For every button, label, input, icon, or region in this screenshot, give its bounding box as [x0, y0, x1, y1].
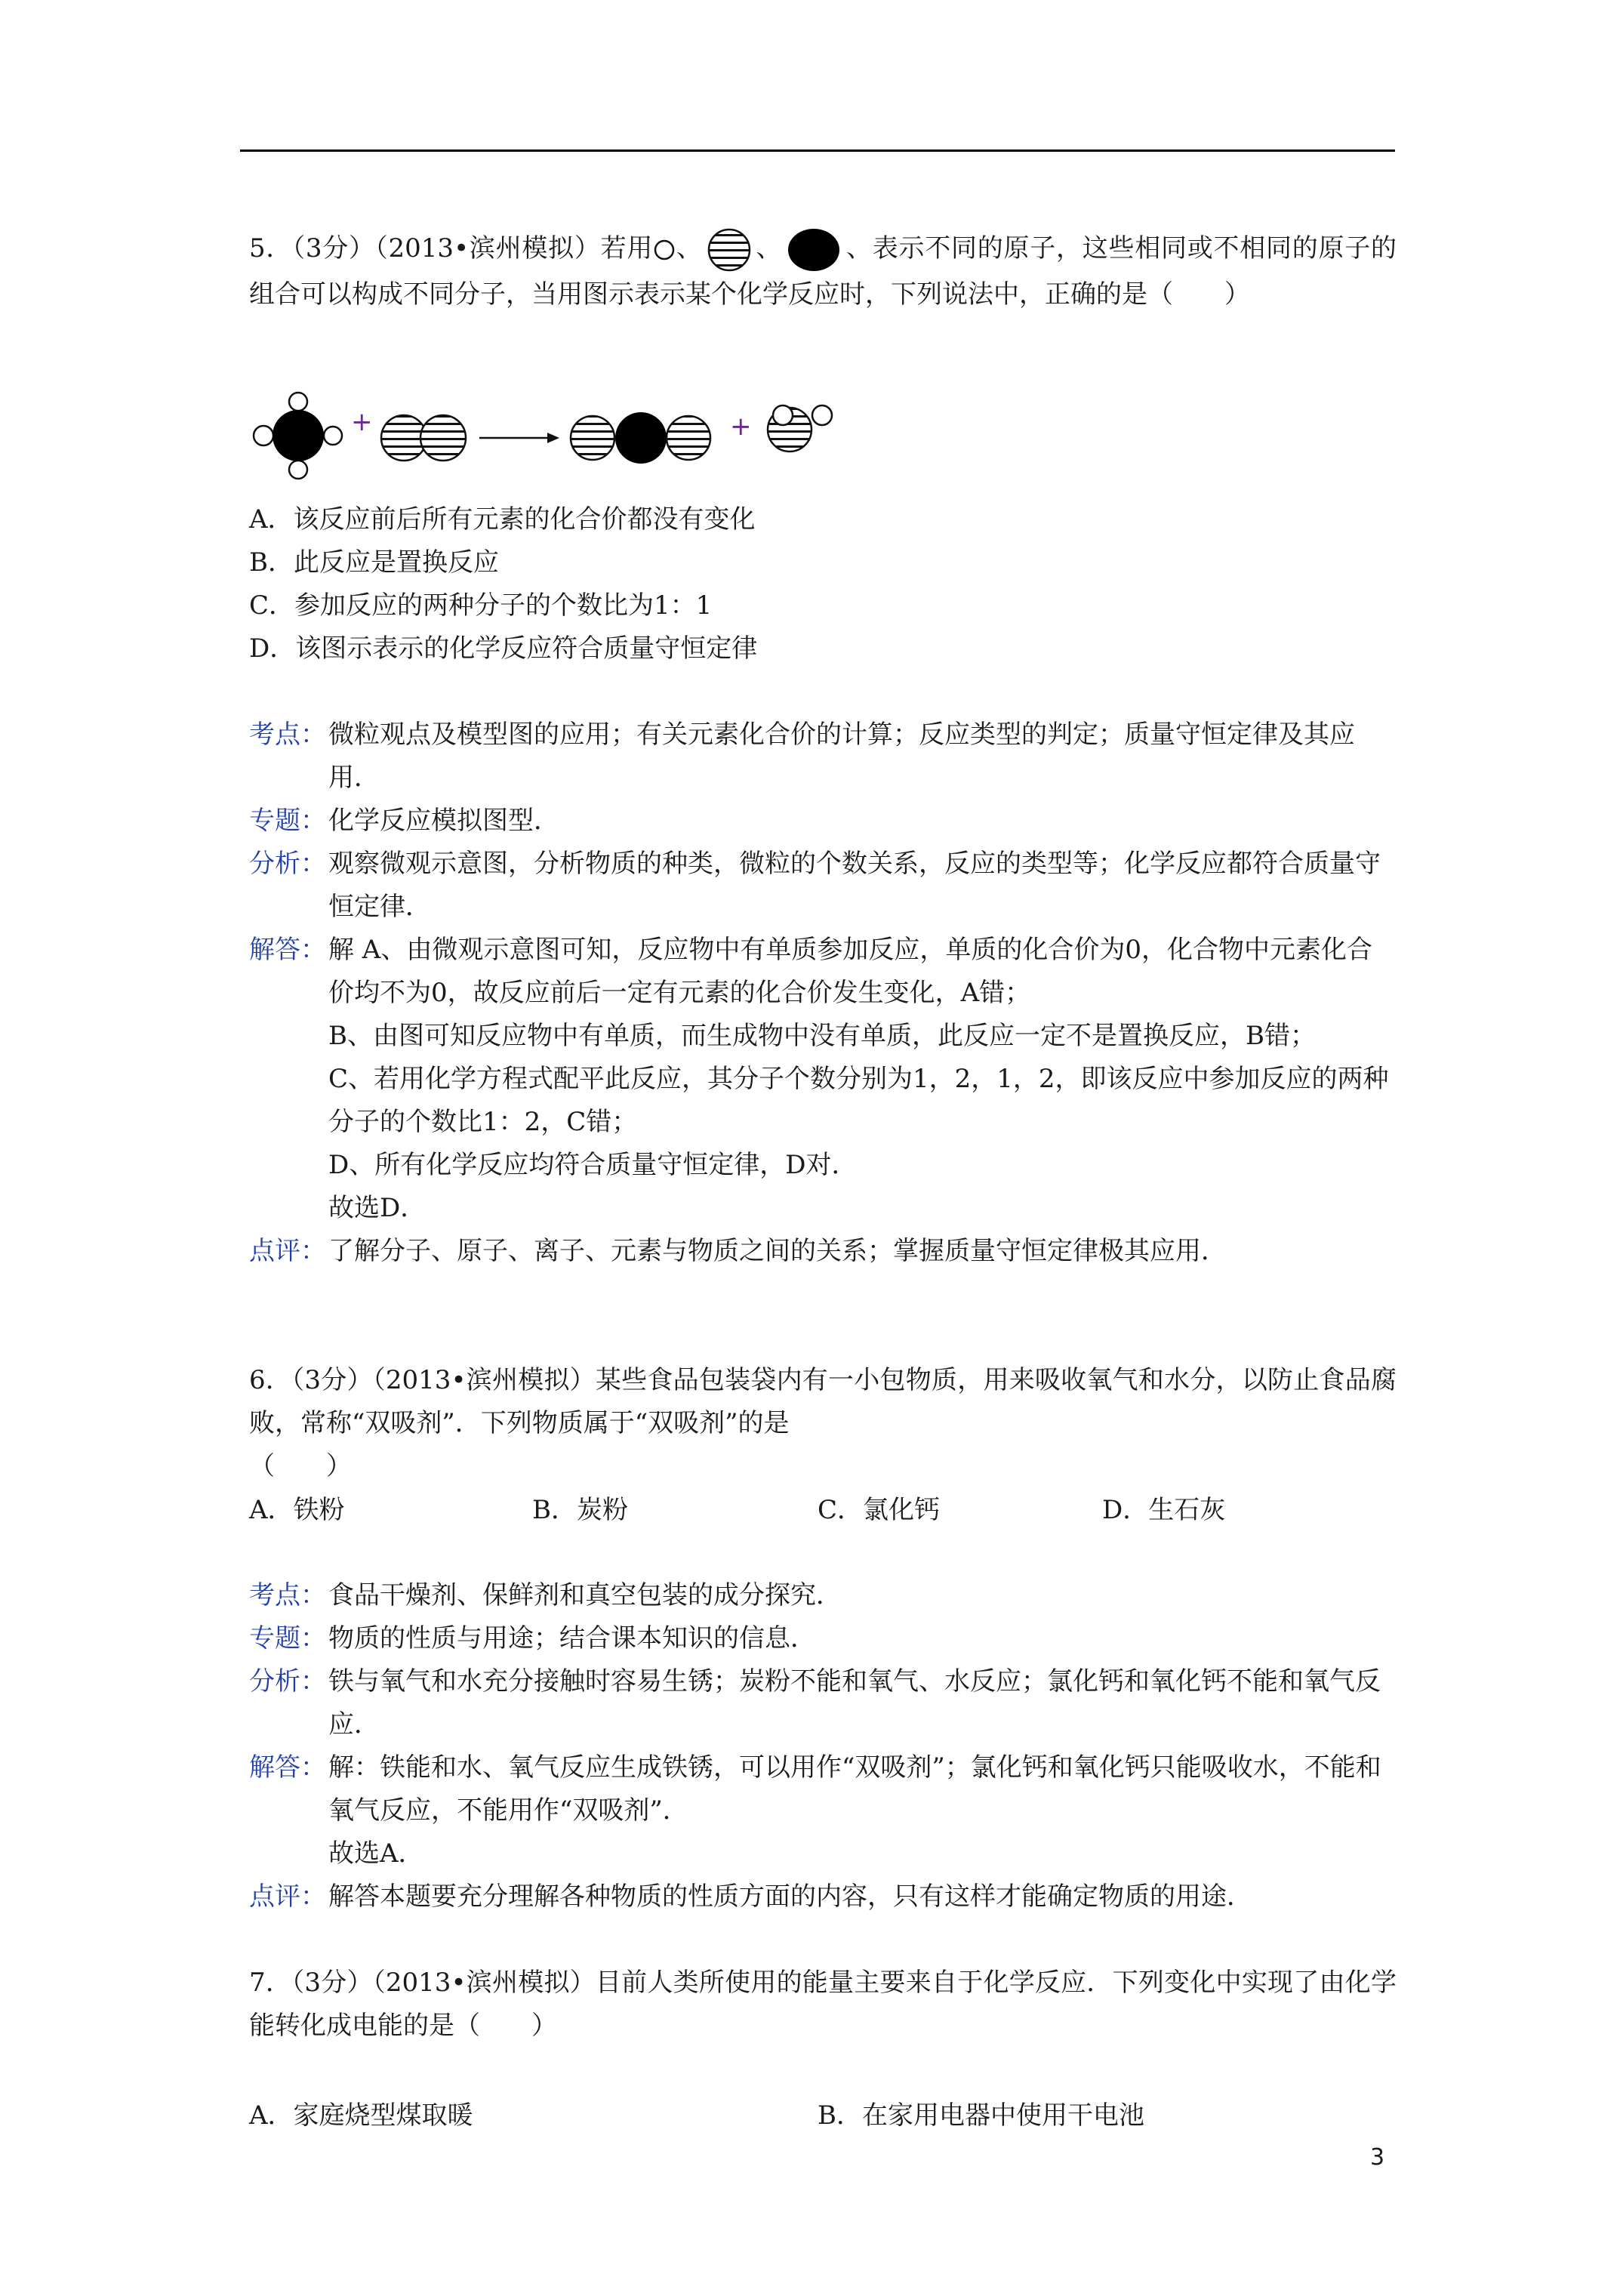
q5-option-d[interactable]: D．该图示表示的化学反应符合质量守恒定律	[249, 633, 758, 664]
q6-option-a[interactable]: A．铁粉	[249, 1495, 345, 1525]
product-molecule-1	[571, 412, 710, 464]
zhuanti-text: 化学反应模拟图型．	[328, 806, 559, 836]
dianping-text: 了解分子、原子、离子、元素与物质之间的关系；掌握质量守恒定律极其应用．	[328, 1236, 1227, 1266]
product-molecule-2	[768, 405, 832, 451]
striped-atom-icon	[571, 416, 614, 460]
header-rule	[240, 149, 1395, 152]
q5-jieda	[249, 929, 1397, 1230]
jieda-line: D、所有化学反应均符合质量守恒定律，D对．	[328, 1150, 858, 1180]
jieda-label: 解答：	[249, 935, 326, 965]
fenxi-label: 分析：	[249, 1666, 326, 1697]
q7-option-a[interactable]: A．家庭烧型煤取暖	[249, 2100, 473, 2131]
q5-sep-1: 、	[676, 233, 703, 264]
q5-sep-2: 、	[755, 233, 783, 264]
jieda-line: C、若用化学方程式配平此反应，其分子个数分别为1，2，1，2，即该反应中参加反应的两种分子的个数比1：2，C错；	[328, 1064, 1389, 1137]
q5-stem-part1: 5．（3分）（2013•滨州模拟）若用	[249, 233, 654, 264]
q6-zhuanti	[249, 1617, 1397, 1660]
reactant-molecule-1	[254, 393, 342, 479]
fenxi-text: 铁与氧气和水充分接触时容易生锈；炭粉不能和氧气、水反应；氯化钙和氧化钙不能和氧气反应．	[328, 1666, 1381, 1740]
q6-answer-paren: （ ）	[249, 1451, 352, 1481]
q5-option-b[interactable]: B．此反应是置换反应	[249, 547, 499, 578]
q6-kaodian	[249, 1574, 1397, 1617]
q6-jieda	[249, 1746, 1397, 1875]
q5-analysis	[249, 713, 1397, 1273]
q5-kaodian	[249, 713, 1397, 800]
q6-analysis	[249, 1574, 1397, 1918]
q5-option-a[interactable]: A．该反应前后所有元素的化合价都没有变化	[249, 504, 756, 535]
h-atom-icon	[289, 393, 307, 411]
h-atom-icon	[254, 426, 273, 445]
kaodian-label: 考点：	[249, 720, 326, 750]
reaction-diagram	[245, 378, 872, 491]
fenxi-text: 观察微观示意图，分析物质的种类，微粒的个数关系，反应的类型等；化学反应都符合质量守恒定律．	[328, 849, 1381, 922]
dianping-label: 点评：	[249, 1236, 326, 1266]
q6-option-c[interactable]: C．氯化钙	[818, 1495, 941, 1525]
q5-stem-part2: 、表示不同的原子，这些相同或不相同的原子的组合可以构成不同分子，当用图示表示某个化学反应时，下列说法中，正确的是（ ）	[249, 233, 1397, 310]
jieda-label: 解答：	[249, 1752, 326, 1783]
q6-dianping	[249, 1875, 1397, 1918]
q7-option-b[interactable]: B．在家用电器中使用干电池	[818, 2100, 1144, 2131]
striped-atom-icon	[420, 415, 466, 461]
q6-stem-text: 6．（3分）（2013•滨州模拟）某些食品包装袋内有一小包物质，用来吸收氧气和水分，以防止食品腐败，常称“双吸剂”．下列物质属于“双吸剂”的是	[249, 1365, 1397, 1438]
reactant-molecule-2	[381, 415, 466, 461]
q6-fenxi	[249, 1660, 1397, 1746]
striped-atom-icon	[706, 227, 753, 273]
q5-stem	[249, 227, 1397, 316]
zhuanti-label: 专题：	[249, 1623, 326, 1653]
q5-zhuanti	[249, 800, 1397, 843]
jieda-line: B、由图可知反应物中有单质，而生成物中没有单质，此反应一定不是置换反应，B错；	[328, 1021, 1316, 1051]
h-atom-icon	[324, 427, 342, 445]
fenxi-label: 分析：	[249, 849, 326, 879]
h-atom-icon	[289, 461, 307, 479]
zhuanti-label: 专题：	[249, 806, 326, 836]
black-atom-icon	[785, 227, 842, 273]
jieda-line: 解：铁能和水、氧气反应生成铁锈，可以用作“双吸剂”；氯化钙和氧化钙只能吸收水，不能和氧气反应，不能用作“双吸剂”．	[328, 1752, 1381, 1826]
jieda-line: 故选A．	[328, 1838, 424, 1869]
dianping-label: 点评：	[249, 1881, 326, 1912]
q6-option-b[interactable]: B．炭粉	[532, 1495, 628, 1525]
plus-sign-2: +	[730, 411, 752, 442]
q7-options	[249, 2094, 1397, 2137]
zhuanti-text: 物质的性质与用途；结合课本知识的信息．	[328, 1623, 816, 1653]
jieda-line: 故选D．	[328, 1193, 427, 1223]
q5-option-c[interactable]: C．参加反应的两种分子的个数比为1：1	[249, 590, 713, 621]
kaodian-text: 微粒观点及模型图的应用；有关元素化合价的计算；反应类型的判定；质量守恒定律及其应用．	[328, 720, 1355, 793]
h-atom-icon	[812, 405, 832, 425]
black-atom-icon	[273, 410, 324, 461]
q6-stem	[249, 1359, 1397, 1488]
q7-stem-text: 7．（3分）（2013•滨州模拟）目前人类所使用的能量主要来自于化学反应．下列变化中实现了由化学能转化成电能的是（ ）	[249, 1968, 1397, 2041]
q6-option-d[interactable]: D．生石灰	[1102, 1495, 1226, 1525]
striped-atom-icon	[667, 416, 710, 460]
q5-fenxi	[249, 843, 1397, 929]
kaodian-text: 食品干燥剂、保鲜剂和真空包装的成分探究．	[328, 1580, 842, 1610]
q5-dianping	[249, 1230, 1397, 1273]
reaction-arrow	[479, 433, 559, 443]
page-number: 3	[1370, 2144, 1385, 2171]
plus-sign-1: +	[351, 407, 373, 437]
jieda-line: 解 A、由微观示意图可知，反应物中有单质参加反应，单质的化合价为0，化合物中元素化合价均不为0，故反应前后一定有元素的化合价发生变化，A错；	[328, 935, 1372, 1008]
kaodian-label: 考点：	[249, 1580, 326, 1610]
q7-stem	[249, 1962, 1397, 2048]
white-atom-icon	[653, 239, 676, 261]
h-atom-icon	[773, 405, 793, 425]
q5-options	[249, 498, 1397, 670]
q6-options	[249, 1489, 1397, 1532]
black-atom-icon	[615, 412, 667, 464]
dianping-text: 解答本题要充分理解各种物质的性质方面的内容，只有这样才能确定物质的用途．	[328, 1881, 1252, 1912]
